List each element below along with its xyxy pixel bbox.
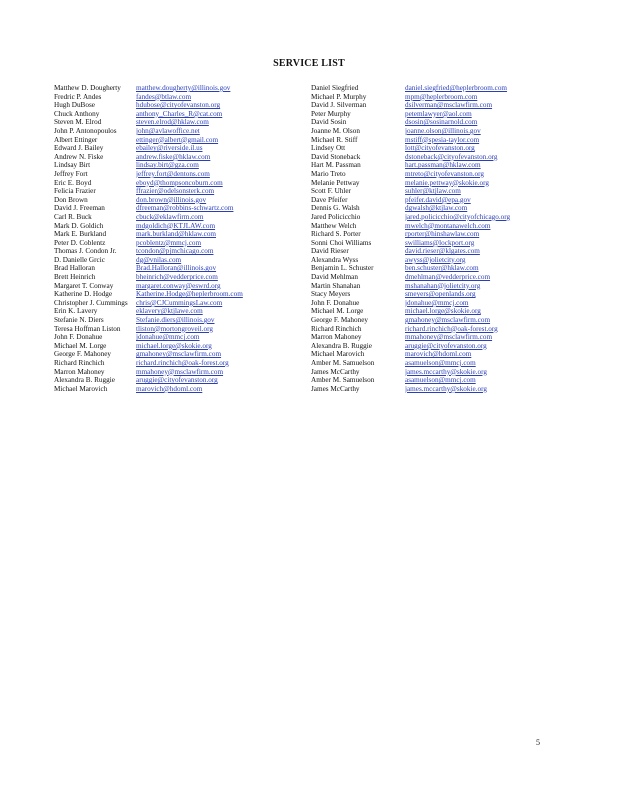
- contact-email-link[interactable]: richard.rinchich@oak-forest.org: [136, 359, 229, 367]
- contact-name: Daniel Siegfried: [311, 84, 359, 92]
- list-row: [54, 256, 544, 265]
- contact-email-link[interactable]: matthew.dougherty@illinois.gov: [136, 84, 231, 92]
- contact-email-link[interactable]: david.rieser@klgates.com: [405, 247, 480, 256]
- contact-name: Martin Shanahan: [311, 281, 361, 290]
- contact-email-link[interactable]: dsosin@sosinarnold.com: [405, 118, 478, 127]
- contact-name: Carl R. Buck: [54, 212, 92, 221]
- contact-email-link[interactable]: ebailey@riverside.il.us: [136, 144, 203, 153]
- contact-name: Marron Mahoney: [54, 367, 105, 376]
- contact-email-link[interactable]: chris@CJCummingsLaw.com: [136, 298, 223, 307]
- contact-name: Felicia Frazier: [54, 187, 96, 196]
- list-row: [54, 376, 544, 385]
- contact-name: Don Brown: [54, 195, 88, 204]
- contact-name: John P. Antonopoulos: [54, 126, 117, 135]
- contact-email-link[interactable]: john@avlawoffice.net: [136, 126, 200, 135]
- contact-name: Christopher J. Cummings: [54, 298, 128, 307]
- contact-email-link[interactable]: dgwalsh@ktjlaw.com: [405, 204, 468, 213]
- list-row: [54, 264, 544, 273]
- contact-name: Melanie Pettway: [311, 178, 360, 187]
- contact-email-link[interactable]: mstiff@spesia-taylor.com: [405, 135, 480, 144]
- list-row: [54, 342, 544, 351]
- contact-email-link[interactable]: eklavery@ktjlawe.com: [136, 307, 203, 316]
- contact-name: David Rieser: [311, 247, 349, 256]
- contact-name: Richard Rinchich: [54, 359, 105, 367]
- contact-name: Peter D. Coblentz: [54, 238, 106, 247]
- list-row: [54, 247, 544, 256]
- contact-email-link[interactable]: swilliams@lockport.org: [405, 238, 475, 247]
- contact-name: Albert Ettinger: [54, 135, 98, 144]
- contact-email-link[interactable]: mshanahan@jolietcity.org: [405, 281, 481, 290]
- list-row: [54, 204, 544, 213]
- contact-email-link[interactable]: daniel.siegfried@heplerbroom.com: [405, 84, 508, 92]
- list-row: [54, 101, 544, 110]
- list-row: [54, 282, 544, 291]
- contact-name: Scott F. Uhler: [311, 187, 351, 196]
- list-row: [54, 222, 544, 231]
- contact-email-link[interactable]: marovich@hdoml.com: [136, 384, 203, 393]
- contact-name: Sonni Choi Williams: [311, 238, 372, 247]
- contact-email-link[interactable]: marovich@hdoml.com: [405, 350, 472, 359]
- contact-email-link[interactable]: don.brown@illinois.gov: [136, 195, 207, 204]
- contact-name: Margaret T. Conway: [54, 281, 114, 290]
- list-row: [54, 179, 544, 188]
- list-row: [54, 368, 544, 377]
- contact-email-link[interactable]: lott@cityofevanston.org: [405, 144, 475, 153]
- contact-email-link[interactable]: tliston@mortongroveil.org: [136, 324, 213, 333]
- list-row: [54, 196, 544, 205]
- list-row: [54, 299, 544, 308]
- contact-name: Mark E. Burkland: [54, 230, 107, 239]
- contact-email-link[interactable]: pfeifer.david@epa.gov: [405, 195, 471, 204]
- contact-name: David Stoneback: [311, 152, 361, 161]
- contact-email-link[interactable]: aruggie@cityofevanston.org: [136, 376, 218, 385]
- contact-email-link[interactable]: Stefanie.diers@illinois.gov: [136, 316, 215, 325]
- contact-email-link[interactable]: pcoblentz@mmcj.com: [136, 238, 202, 247]
- contact-email-link[interactable]: asamuelson@mmcj.com: [405, 376, 476, 385]
- contact-email-link[interactable]: james.mccarthy@skokie.org: [405, 367, 487, 376]
- contact-name: Mark D. Goldich: [54, 221, 104, 230]
- list-row: [54, 213, 544, 222]
- contact-name: David J. Silverman: [311, 101, 367, 110]
- contact-email-link[interactable]: eboyd@thompsoncoburn.com: [136, 178, 223, 187]
- contact-email-link[interactable]: james.mccarthy@skokie.org: [405, 384, 487, 393]
- contact-name: Stacy Meyers: [311, 290, 351, 299]
- contact-email-link[interactable]: ettinger@albert@gmail.com: [136, 135, 219, 144]
- list-row: [54, 316, 544, 325]
- contact-email-link[interactable]: bheinrich@vedderprice.com: [136, 273, 218, 282]
- contact-name: Joanne M. Olson: [311, 126, 360, 135]
- contact-email-link[interactable]: dsilverman@msclawfirm.com: [405, 101, 493, 110]
- contact-name: Marron Mahoney: [311, 333, 362, 342]
- contact-name: Michael M. Lorge: [311, 307, 364, 316]
- contact-email-link[interactable]: dstoneback@cityofevanston.org: [405, 152, 498, 161]
- contact-name: Matthew D. Dougherty: [54, 84, 121, 92]
- contact-name: Hart M. Passman: [311, 161, 361, 170]
- list-row: [54, 110, 544, 119]
- contact-name: Dave Pfeifer: [311, 195, 348, 204]
- contact-name: Richard S. Porter: [311, 230, 361, 239]
- list-row: [54, 230, 544, 239]
- contact-name: Eric E. Boyd: [54, 178, 92, 187]
- contact-email-link[interactable]: Katherine.Hodge@heplerbroom.com: [136, 290, 243, 299]
- list-row: [54, 290, 544, 299]
- contact-name: Edward J. Bailey: [54, 144, 104, 153]
- list-row: [54, 161, 544, 170]
- contact-email-link[interactable]: jeffrey.fort@dentons.com: [136, 169, 210, 178]
- contact-email-link[interactable]: margaret.conway@eswrd.org: [136, 281, 221, 290]
- contact-email-link[interactable]: andrew.fiske@hklaw.com: [136, 152, 211, 161]
- contact-email-link[interactable]: dfreeman@robbins-schwartz.com: [136, 204, 234, 213]
- list-row: [54, 170, 544, 179]
- list-row: [54, 307, 544, 316]
- contact-name: Mario Treto: [311, 169, 346, 178]
- contact-email-link[interactable]: jared.policicchio@cityofchicago.org: [405, 212, 511, 221]
- contact-email-link[interactable]: suhler@ktjlaw.com: [405, 187, 461, 196]
- contact-name: David Sosin: [311, 118, 347, 127]
- contact-name: Dennis G. Walsh: [311, 204, 360, 213]
- list-row: [54, 93, 544, 102]
- contact-name: Alexandra Wyss: [311, 255, 359, 264]
- contact-email-link[interactable]: ben.schuster@hklaw.com: [405, 264, 479, 273]
- contact-email-link[interactable]: lindsay.birt@gza.com: [136, 161, 199, 170]
- contact-email-link[interactable]: aruggie@cityofevanston.org: [405, 341, 487, 350]
- contact-name: Alexandra B. Ruggie: [54, 376, 115, 385]
- contact-email-link[interactable]: anthony_Charles_R@cat.com: [136, 109, 223, 118]
- contact-name: Thomas J. Condon Jr.: [54, 247, 117, 256]
- list-row: [54, 136, 544, 145]
- contact-name: Hugh DuBose: [54, 101, 95, 110]
- list-row: [54, 385, 544, 394]
- list-row: [54, 127, 544, 136]
- contact-name: James McCarthy: [311, 367, 360, 376]
- contact-name: Lindsay Birt: [54, 161, 91, 170]
- contact-email-link[interactable]: ffrazier@odelsonsterk.com: [136, 187, 215, 196]
- contact-email-link[interactable]: hart.passman@hklaw.com: [405, 161, 481, 170]
- contact-name: Benjamin L. Schuster: [311, 264, 374, 273]
- contact-name: Peter Murphy: [311, 109, 351, 118]
- contact-name: Matthew Welch: [311, 221, 357, 230]
- contact-name: Jared Policicchio: [311, 212, 361, 221]
- contact-name: Amber M. Samuelson: [311, 376, 375, 385]
- contact-email-link[interactable]: gmahoney@msclawfirm.com: [405, 316, 491, 325]
- contact-email-link[interactable]: asamuelson@mmcj.com: [405, 359, 476, 367]
- contact-email-link[interactable]: Brad.Halloran@illinois.gov: [136, 264, 217, 273]
- page-number: 5: [536, 738, 540, 747]
- contact-name: Lindsey Ott: [311, 144, 346, 153]
- contact-name: D. Danielle Grcic: [54, 255, 105, 264]
- contact-email-link[interactable]: awyss@jolietcity.org: [405, 255, 466, 264]
- contact-name: David J. Freeman: [54, 204, 105, 213]
- contact-email-link[interactable]: mmahoney@msclawfirm.com: [136, 367, 224, 376]
- contact-name: John F. Donahue: [311, 298, 360, 307]
- contact-name: Chuck Anthony: [54, 109, 100, 118]
- contact-email-link[interactable]: cbuck@eklawfirm.com: [136, 212, 204, 221]
- contact-name: Brett Heinrich: [54, 273, 96, 282]
- contact-email-link[interactable]: dmehlman@vedderprice.com: [405, 273, 491, 282]
- contact-email-link[interactable]: gmahoney@msclawfirm.com: [136, 350, 222, 359]
- contact-email-link[interactable]: smeyers@openlands.org: [405, 290, 476, 299]
- contact-name: Richard Rinchich: [311, 324, 362, 333]
- contact-email-link[interactable]: petemlawyer@aol.com: [405, 109, 472, 118]
- list-row: [54, 333, 544, 342]
- contact-email-link[interactable]: melanie.pettway@skokie.org: [405, 178, 489, 187]
- contact-name: Amber M. Samuelson: [311, 359, 375, 367]
- contact-name: Erin K. Lavery: [54, 307, 98, 316]
- contact-email-link[interactable]: mtreto@cityofevanston.org: [405, 169, 484, 178]
- list-row: [54, 359, 544, 368]
- contact-email-link[interactable]: michael.lorge@skokie.org: [136, 341, 212, 350]
- contact-email-link[interactable]: hdubose@cityofevanston.org: [136, 101, 221, 110]
- list-row: [54, 144, 544, 153]
- contact-name: Alexandra B. Ruggie: [311, 341, 372, 350]
- contact-email-link[interactable]: joanne.olson@illinois.gov: [405, 126, 481, 135]
- contact-name: George F. Mahoney: [311, 316, 368, 325]
- contact-email-link[interactable]: jdonahue@mmcj.com: [136, 333, 200, 342]
- contact-email-link[interactable]: mdgoldich@KTJLAW.com: [136, 221, 216, 230]
- contact-email-link[interactable]: mpm@heplerbroom.com: [405, 92, 478, 101]
- contact-name: Michael P. Murphy: [311, 92, 367, 101]
- contact-name: James McCarthy: [311, 384, 360, 393]
- contact-name: David Mehlman: [311, 273, 358, 282]
- contact-name: Fredric P. Andes: [54, 92, 102, 101]
- list-row: [54, 239, 544, 248]
- contact-email-link[interactable]: mark.burkland@hklaw.com: [136, 230, 217, 239]
- contact-name: Michael R. Stiff: [311, 135, 358, 144]
- list-row: [54, 350, 544, 359]
- contact-email-link[interactable]: michael.lorge@skokie.org: [405, 307, 481, 316]
- contact-name: Michael Marovich: [311, 350, 365, 359]
- contact-name: Katherine D. Hodge: [54, 290, 113, 299]
- list-row: [54, 273, 544, 282]
- contact-name: Stefanie N. Diers: [54, 316, 104, 325]
- contact-email-link[interactable]: jdonahue@mmcj.com: [405, 298, 469, 307]
- contact-name: Michael M. Lorge: [54, 341, 107, 350]
- contact-name: John F. Donahue: [54, 333, 103, 342]
- list-row: [54, 118, 544, 127]
- contact-email-link[interactable]: dg@vnilas.com: [136, 255, 182, 264]
- contact-name: George F. Mahoney: [54, 350, 111, 359]
- contact-name: Brad Halloran: [54, 264, 95, 273]
- contact-name: Teresa Hoffman Liston: [54, 324, 121, 333]
- contact-name: Michael Marovich: [54, 384, 108, 393]
- contact-email-link[interactable]: richard.rinchich@oak-forest.org: [405, 324, 498, 333]
- list-row: [54, 325, 544, 334]
- contact-email-link[interactable]: mmahoney@msclawfirm.com: [405, 333, 493, 342]
- contact-email-link[interactable]: rporter@hinshawlaw.com: [405, 230, 480, 239]
- list-row: [54, 153, 544, 162]
- list-row: [54, 187, 544, 196]
- contact-email-link[interactable]: fandes@btlaw.com: [136, 92, 192, 101]
- contact-name: Jeffrey Fort: [54, 169, 88, 178]
- contact-email-link[interactable]: steven.elrod@hklaw.com: [136, 118, 209, 127]
- contact-email-link[interactable]: tcondon@pjmchicago.com: [136, 247, 214, 256]
- contact-name: Andrew N. Fiske: [54, 152, 104, 161]
- service-list: [54, 84, 544, 393]
- contact-name: Steven M. Elrod: [54, 118, 102, 127]
- list-row: [54, 84, 544, 93]
- contact-email-link[interactable]: mwelch@montanawelch.com: [405, 221, 491, 230]
- page-title: SERVICE LIST: [273, 58, 345, 69]
